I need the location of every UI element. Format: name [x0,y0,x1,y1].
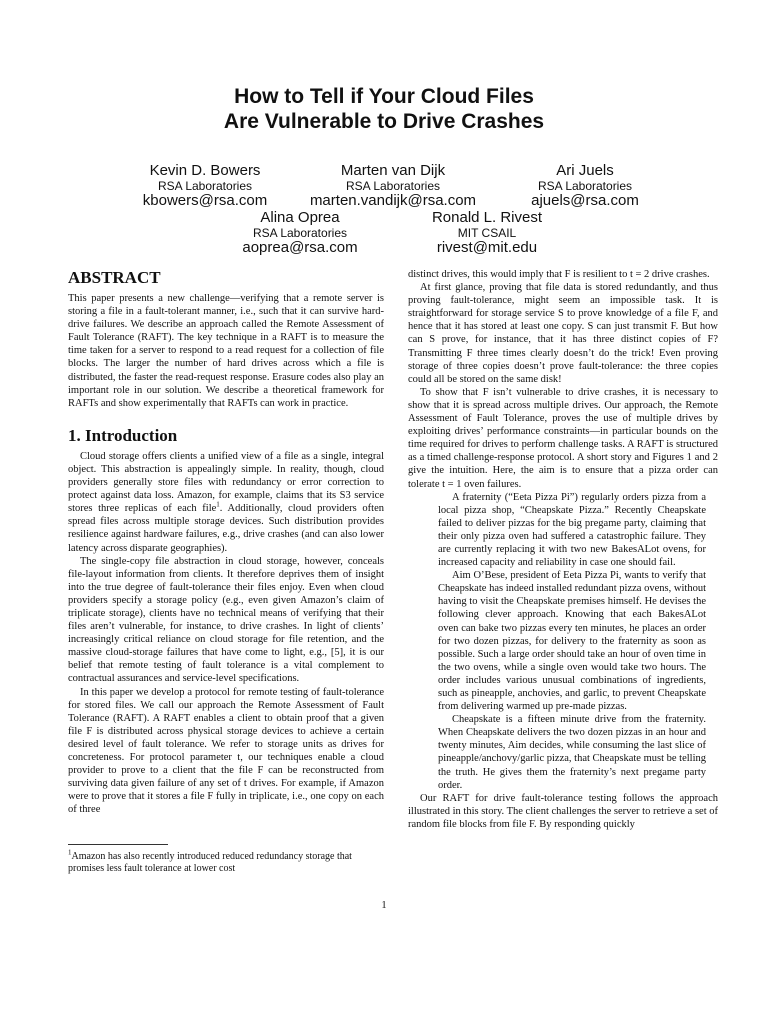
author-block-4 [225,210,375,256]
story-paragraph-3: Cheapskate is a fifteen minute drive from the fraternity. When Cheapskate delivers the two dozen pizzas in an hour and twenty minutes, Aim decides, while consuming the last slice of pineapple/anchovy/garlic pizza, that Cheapskate must be telling the truth. He gives them the fraternity’s next pregame party order. [438,714,706,791]
author-affiliation: RSA Laboratories [537,179,633,193]
author-name: Ronald L. Rivest [431,209,543,226]
author-email: kbowers@rsa.com [142,192,268,209]
footnote-reference: 1 [216,500,220,509]
author-name: Ari Juels [556,162,614,179]
right-paragraph-1: At first glance, proving that file data is stored redundantly, and thus proving fault-tolerance, might seem an impossible task. It is straightforward for storage service S to prove knowledge of a file F, and hence that it has stored at least one copy. S can just transmit F. But how can S prove, for instance, that it has three distinct copies of F? Transmitting F three times clearly doesn’t do the trick! Even proving storage of three copies doesn’t prove fault-tolerance: the three copies could all be stored on the same disk! [408,282,718,385]
intro-paragraph-1 [68,450,384,555]
author-email: ajuels@rsa.com [531,192,639,209]
footnote-mark: 1 [68,848,72,857]
author-block-2 [293,163,493,209]
paper-title [0,84,768,134]
right-column [408,268,718,831]
abstract-heading: ABSTRACT [68,268,161,287]
footnote [68,844,384,875]
story-paragraph-1: A fraternity (“Eeta Pizza Pi”) regularly orders pizza from a local pizza shop, “Cheapskate Pizza.” Recently Cheapskate failed to deliver pizzas for the big pregame party, claiming that their only pizza oven had suffered a catastrophic failure. They are currently replacing it with two new BakesALot ovens, for increased capacity and reliability in case one should fail. [438,491,706,569]
footnote-rule [68,844,168,845]
intro-paragraph-2: The single-copy file abstraction in cloud storage, however, conceals file-layout information from clients. It therefore deprives them of insight into the true degree of fault-tolerance their files enjoy. Even when cloud providers specify a storage policy (e.g., even given Amazon’s claim of triplicate storage), clients have no technical means of verifying that their files aren’t vulnerable, for instance, to drive crashes. In light of clients’ increasingly critical reliance on cloud storage for file retention, and the massive cloud-storage failures that have come to light, e.g., [5], it is our belief that remote testing of fault tolerance is a vital complement to contractual assurances and service-level specifications. [68,555,384,685]
left-column [68,268,384,816]
story-paragraph-2: Aim O’Bese, president of Eeta Pizza Pi, wants to verify that Cheapskate has indeed installed redundant pizza ovens, without having to visit the Cheapskate premises himself. He devises the following clever approach. Knowing that each BakesALot oven can bake two pizzas every ten minutes, he places an order for two dozen pizzas, for delivery to the fraternity as soon as possible. Such a large order should take an hour of oven time in the two ovens, while a single oven would take two hours. The order includes various unusual combinations of ingredients, such as pineapple, anchovies, and garlic, to prevent Cheapskate from delivering warmed up pre-made pizzas. [438,570,706,713]
author-email: aoprea@rsa.com [242,239,358,256]
title-line-2: Are Vulnerable to Drive Crashes [223,110,545,133]
abstract-text: This paper presents a new challenge—verifying that a remote server is storing a file in a fault-tolerant manner, i.e., such that it can survive hard-drive failures. We describe an approach called the Remote Assessment of Fault Tolerance (RAFT). The key technique in a RAFT is to measure the time taken for a server to respond to a read request for a collection of file blocks. The larger the number of hard drives across which a file is distributed, the faster the read-request response. Erasure codes also play an important role in our solution. We describe a theoretical framework for RAFTs and show experimentally that RAFTs can work in practice. [68,293,384,409]
author-name: Marten van Dijk [340,162,446,179]
author-email: marten.vandijk@rsa.com [309,192,477,209]
right-paragraph-0: distinct drives, this would imply that F is resilient to t = 2 drive crashes. [408,269,710,280]
right-paragraph-3: Our RAFT for drive fault-tolerance testing follows the approach illustrated in this story. The client challenges the server to retrieve a set of random file blocks from file F. By responding quickly [408,792,718,830]
author-block-3 [510,163,660,209]
right-paragraph-2: To show that F isn’t vulnerable to drive crashes, it is necessary to show that it is spread across multiple drives. Our approach, the Remote Assessment of Fault Tolerance, proves the use of multiple drives by exploiting drives’ performance constraints—in particular bounds on the time required for drives to perform challenge tasks. A RAFT is structured as a timed challenge-response protocol. A short story and Figures 1 and 2 give the intuition. Here, the aim is to ensure that a pizza order can tolerate t = 1 oven failures. [408,386,718,490]
intro-p1-text: Cloud storage offers clients a unified view of a file as a single, integral object. This abstraction is appealingly simple. In reality, though, cloud providers generally store files with redundancy or error correction to protect against data loss. Amazon, for example, claims that its S3 service stores three replicas of each file [68,450,384,515]
title-line-1: How to Tell if Your Cloud Files [234,85,534,108]
footnote-text: Amazon has also recently introduced reduced redundancy storage that promises less fault tolerance at lower cost [68,851,352,874]
introduction-heading: 1. Introduction [68,425,178,445]
pizza-story [438,491,706,792]
author-affiliation: RSA Laboratories [345,179,441,193]
author-name: Alina Oprea [260,209,340,226]
author-name: Kevin D. Bowers [149,162,261,179]
intro-paragraph-3: In this paper we develop a protocol for remote testing of fault-tolerance for stored files. We call our approach the Remote Assessment of Fault Tolerance (RAFT). A RAFT enables a client to obtain proof that a given file F is distributed across physical storage devices to achieve a certain desired level of fault tolerance. We refer to storage units as drives for concreteness. For protocol parameter t, our techniques enable a cloud provider to prove to a client that the file F can be reconstructed from surviving data given failure of any set of t drives. For example, if Amazon were to prove that it stores a file F fully in triplicate, i.e., one copy on each of three [68,686,384,816]
page-number: 1 [381,900,387,911]
author-block-5 [412,210,562,256]
intro-p1-rest: . Additionally, cloud providers often spread files across multiple storage devices. Such distribution provides resilience against hardware failures, e.g., drive crashes (and can also lower latency across disparate geographies). [68,503,384,554]
author-block-1 [120,163,290,209]
author-email: rivest@mit.edu [436,239,538,256]
author-affiliation: RSA Laboratories [157,179,253,193]
author-affiliation: RSA Laboratories [252,226,348,240]
author-affiliation: MIT CSAIL [457,226,517,240]
